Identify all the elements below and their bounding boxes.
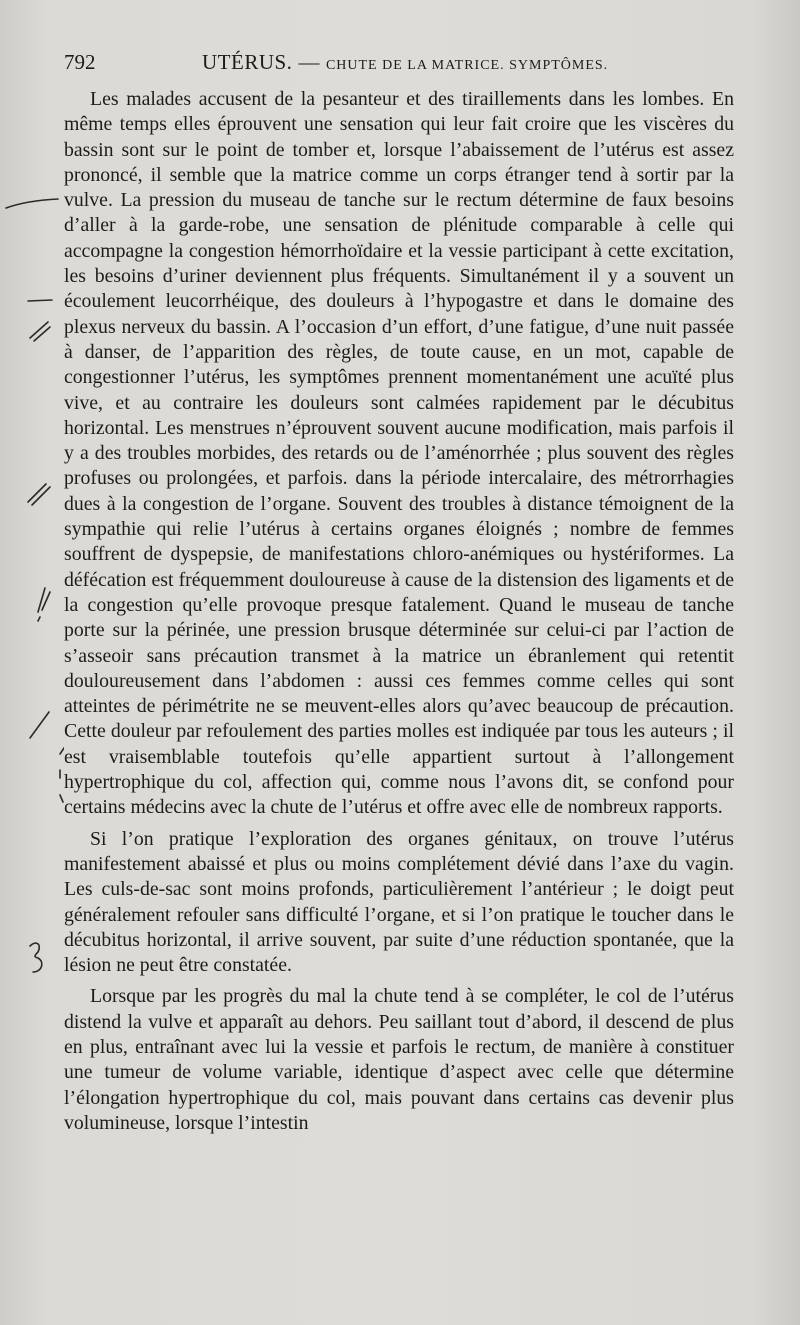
running-title [202, 50, 608, 75]
section-subtitle: CHUTE DE LA MATRICE. SYMPTÔMES. [325, 58, 609, 73]
paragraph-progression: Lorsque par les progrès du mal la chute tend à se compléter, le col de l’utérus distend la vulve et apparaît au dehors. Peu saillant tout d’abord, il descend de plus en plus, entraînant avec lui la vessie et parfois le rectum, de manière à constituer une tumeur de volume variable, identique d’aspect avec celle que détermine l’élongation hypertrophique du col, mais pouvant dans certains cas devenir plus volumineuse, lorsque l’intestin [64, 985, 734, 1134]
page-number: 792 [64, 50, 96, 74]
running-header [64, 50, 734, 80]
pencil-stroke-2 [28, 300, 52, 301]
paragraph-exploration: Si l’on pratique l’exploration des organes génitaux, on trouve l’utérus manifestement abaissé et plus ou moins complétement dévié dans l’axe du vagin. Les culs-de-sac sont moins profonds, particulièrement l’antérieur ; le doigt peut généralement refouler sans difficulté l’organe, et si l’on pratique le toucher dans le décubitus horizontal, il arrive souvent, par suite d’une réduction spontanée, que la lésion ne peut être constatée. [64, 827, 734, 977]
title-dash: — [298, 50, 320, 74]
paragraph-symptoms: Les malades accusent de la pesanteur et des tiraillements dans les lombes. En même temps elles éprouvent une sensation qui leur fait croire que les viscères du bassin sont sur le point de tomber et, lorsque l’abaissement de l’utérus est assez prononcé, il semble que la matrice comme un corps étranger tend à sortir par la vulve. La pression du museau de tanche sur le rectum détermine de faux besoins d’aller à la garde-robe, une sensation de plénitude comparable à celle qui accompagne la congestion hémorrhoïdaire et la vessie participant à cette excitation, les besoins d’uriner deviennent plus fréquents. Simultanément il y a souvent un écoulement leucorrhéique, des douleurs à l’hypogastre et dans le domaine des plexus nerveux du bassin. A l’occasion d’un effort, d’une fatigue, d’une nuit passée à danser, de l’apparition des règles, de toute cause, en un mot, capable de congestionner l’utérus, les symptômes prennent momentanément une acuïté plus vive, et au contraire les douleurs sont calmées rapidement par le décubitus horizontal. Les menstrues n’éprouvent souvent aucune modification, mais parfois il y a des troubles morbides, des retards ou de l’aménorrhée ; plus souvent des règles profuses ou prolongées, et parfois. dans la période intercalaire, des métrorrhagies dues à la congestion de l’organe. Souvent des troubles à distance témoignent de la sympathie qui relie l’utérus à certains organes éloignés ; nombre de femmes souffrent de dyspepsie, de manifestations chloro-anémiques ou hystériformes. La défécation est fréquemment douloureuse à cause de la distension des ligaments et de la congestion qu’elle provoque presque fatalement. Quand le museau de tanche porte sur la périnée, une pression brusque déterminée sur celui-ci par l’action de s’asseoir sans précaution transmet à la matrice un ébranlement qui retentit douloureusement dans l’abdomen : aussi ces femmes comme celles qui sont atteintes de périmétrite ne se meuvent-elles alors qu’avec beaucoup de précaution. Cette douleur par refoulement des parties molles est indiquée par tous les auteurs ; il est vraisemblable toutefois qu’elle appartient surtout à l’allongement hypertrophique du col, affection qui, comme nous l’avons dit, se confond pour certains médecins avec la chute de l’utérus et offre avec elle de nombreux rapports. [64, 88, 734, 819]
pencil-numeral-3 [30, 943, 42, 972]
pencil-stroke-3 [30, 712, 49, 738]
pencil-stroke-1 [6, 199, 58, 208]
body-text [64, 87, 734, 1136]
pencil-marginalia [0, 0, 64, 1325]
pencil-hatch-2 [28, 484, 50, 505]
pencil-hatch-1 [30, 322, 50, 341]
chapter-title: UTÉRUS. [202, 50, 293, 74]
pencil-hatch-3 [38, 588, 50, 621]
